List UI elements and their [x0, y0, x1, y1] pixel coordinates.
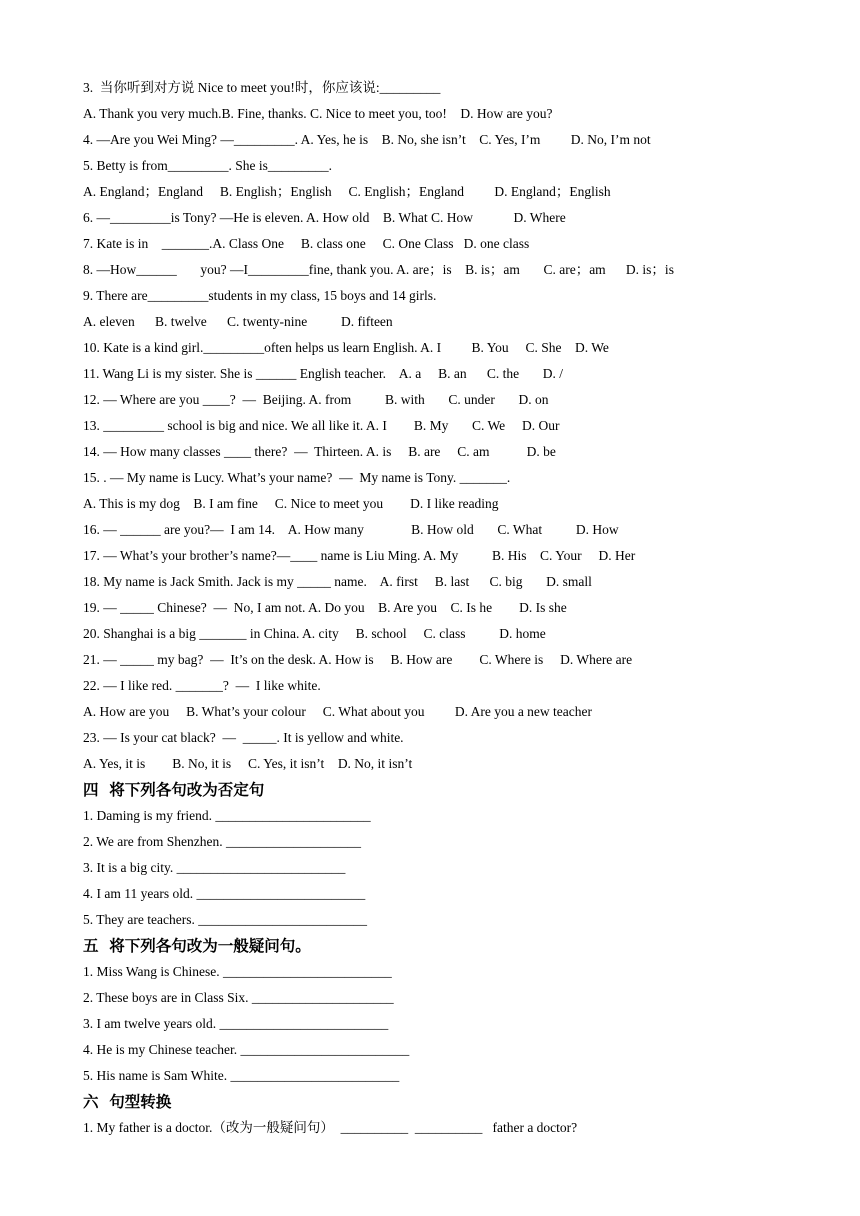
question-line: 3. It is a big city. _________________________ [83, 860, 346, 875]
question-line: 23. — Is your cat black? — _____. It is yellow and white. [83, 730, 404, 745]
question-line: A. Yes, it is B. No, it is C. Yes, it isn’t D. No, it isn’t [83, 756, 413, 771]
question-line: 1. Miss Wang is Chinese. _________________________ [83, 964, 392, 979]
question-line: 17. — What’s your brother’s name?—____ name is Liu Ming. A. My B. His C. Your D. Her [83, 548, 636, 563]
question-line: 19. — _____ Chinese? — No, I am not. A. Do you B. Are you C. Is he D. Is she [83, 600, 567, 615]
question-line: A. This is my dog B. I am fine C. Nice to meet you D. I like reading [83, 496, 499, 511]
question-line: 9. There are_________students in my class, 15 boys and 14 girls. [83, 288, 437, 303]
question-line: 12. — Where are you ____? — Beijing. A. from B. with C. under D. on [83, 392, 549, 407]
question-line: A. How are you B. What’s your colour C. What about you D. Are you a new teacher [83, 704, 593, 719]
section-heading: 五 将下列各句改为一般疑问句。 [83, 937, 311, 955]
question-line: 5. His name is Sam White. _________________________ [83, 1068, 400, 1083]
question-line: 15. . — My name is Lucy. What’s your name? — My name is Tony. _______. [83, 470, 511, 485]
question-line: 2. We are from Shenzhen. ____________________ [83, 834, 361, 849]
question-line: 2. These boys are in Class Six. _____________________ [83, 990, 394, 1005]
question-line: 8. —How______ you? —I_________fine, thank you. A. are；is B. is；am C. are；am D. is；is [83, 262, 674, 277]
question-line: 21. — _____ my bag? — It’s on the desk. A. How is B. How are C. Where is D. Where are [83, 652, 633, 667]
section-heading: 四 将下列各句改为否定句 [83, 781, 265, 799]
question-line: 22. — I like red. _______? — I like white. [83, 678, 321, 693]
question-line: 20. Shanghai is a big _______ in China. A. city B. school C. class D. home [83, 626, 546, 641]
question-line: 6. —_________is Tony? —He is eleven. A. How old B. What C. How D. Where [83, 210, 566, 225]
question-line: A. eleven B. twelve C. twenty-nine D. fifteen [83, 314, 393, 329]
section-heading: 六 句型转换 [83, 1093, 172, 1111]
question-line: 14. — How many classes ____ there? — Thirteen. A. is B. are C. am D. be [83, 444, 556, 459]
question-line: 13. _________ school is big and nice. We all like it. A. I B. My C. We D. Our [83, 418, 560, 433]
question-line: 10. Kate is a kind girl._________often helps us learn English. A. I B. You C. She D. We [83, 340, 609, 355]
question-line: 5. Betty is from_________. She is_________. [83, 158, 332, 173]
question-line: 1. Daming is my friend. _______________________ [83, 808, 371, 823]
question-line: 7. Kate is in _______.A. Class One B. class one C. One Class D. one class [83, 236, 530, 251]
question-line: 4. I am 11 years old. _________________________ [83, 886, 366, 901]
question-line: A. England；England B. English；English C. English；England D. England；English [83, 184, 611, 199]
question-line: 5. They are teachers. _________________________ [83, 912, 367, 927]
question-line: A. Thank you very much.B. Fine, thanks. C. Nice to meet you, too! D. How are you? [83, 106, 553, 121]
question-line: 3. 当你听到对方说 Nice to meet you!时，你应该说:_________ [83, 80, 441, 95]
question-line: 11. Wang Li is my sister. She is ______ English teacher. A. a B. an C. the D. / [83, 366, 564, 381]
question-line: 16. — ______ are you?— I am 14. A. How many B. How old C. What D. How [83, 522, 619, 537]
question-line: 1. My father is a doctor.（改为一般疑问句） __________ __________ father a doctor? [83, 1120, 578, 1135]
question-line: 3. I am twelve years old. _________________________ [83, 1016, 389, 1031]
question-line: 4. —Are you Wei Ming? —_________. A. Yes, he is B. No, she isn’t C. Yes, I’m D. No, I’m not [83, 132, 651, 147]
question-line: 4. He is my Chinese teacher. _________________________ [83, 1042, 410, 1057]
question-line: 18. My name is Jack Smith. Jack is my _____ name. A. first B. last C. big D. small [83, 574, 592, 589]
